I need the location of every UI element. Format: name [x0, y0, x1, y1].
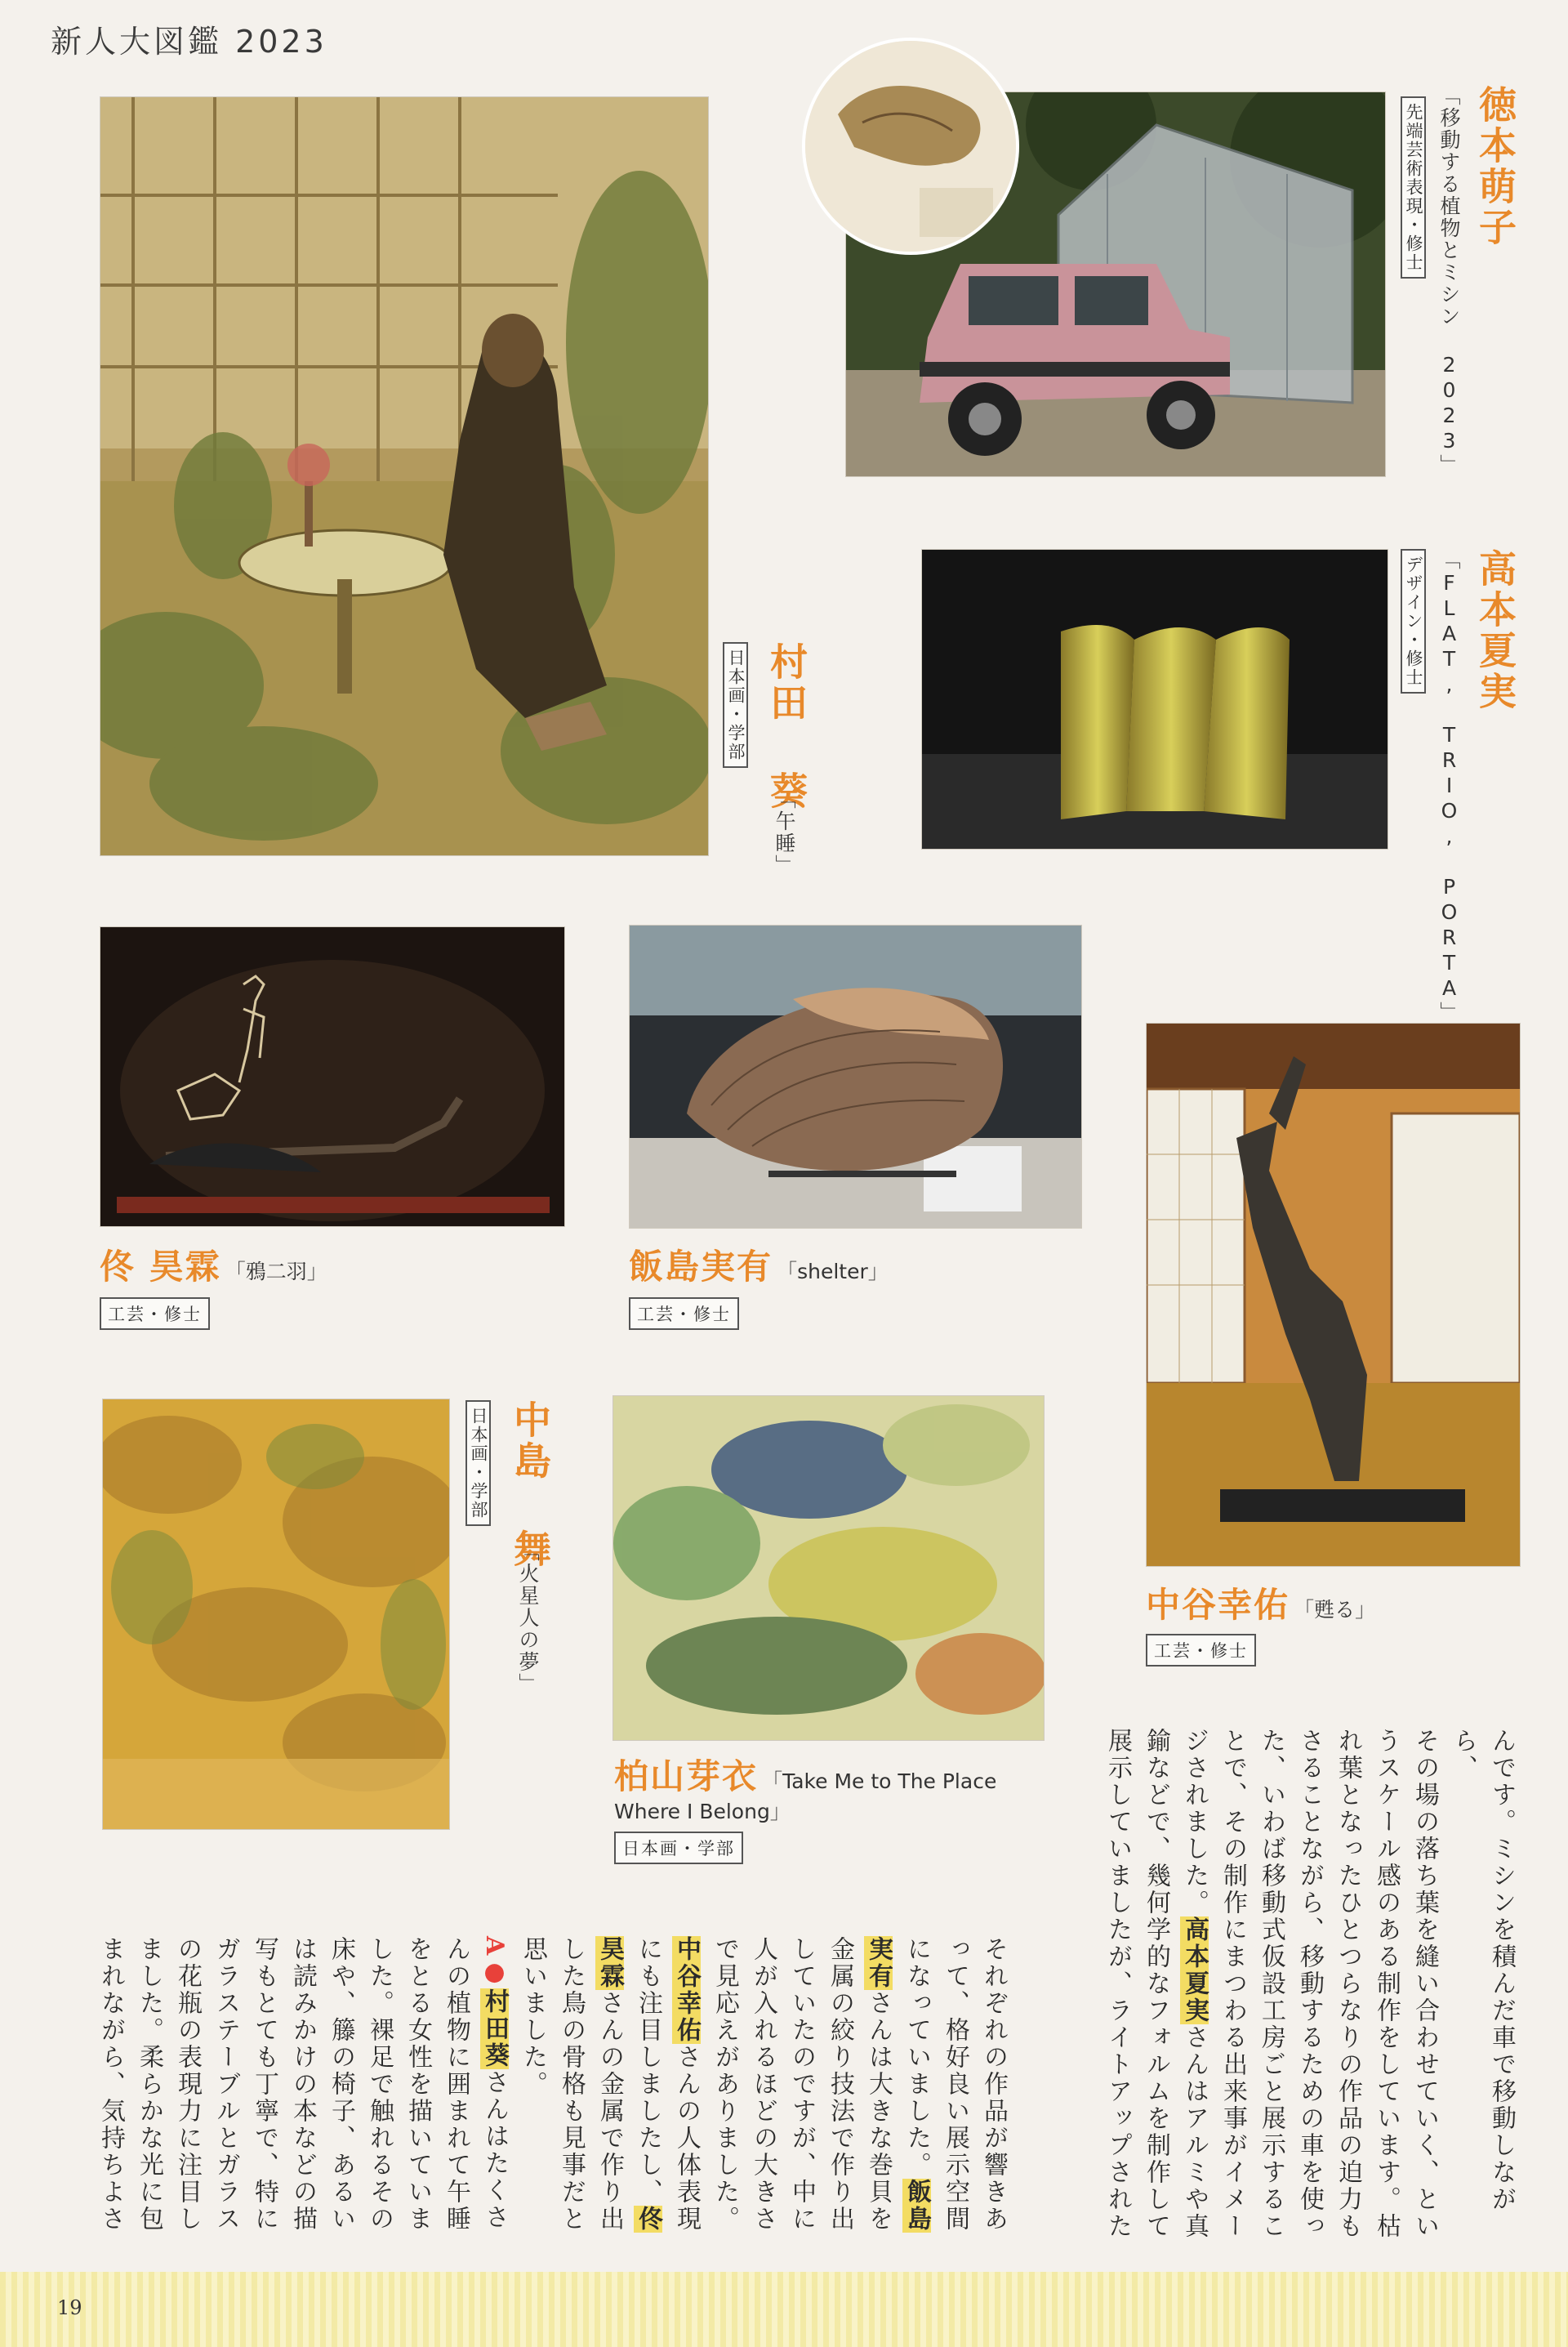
body-lower-col-7: 人が入れるほどの大きさ [749, 1936, 777, 2233]
kashiyama-name: 柏山芽衣 [614, 1756, 759, 1796]
body-upper-col-5: さることながら、移動するための車を使っ [1295, 1728, 1324, 2240]
body-lower-col-17: した。裸足で触れるその [365, 1936, 394, 2233]
body-lower-col-13: 思いました。 [519, 1936, 547, 2098]
highlight-tou-1: 佟 [634, 2206, 662, 2233]
kashiyama-title-line1: 「Take Me to The Place [762, 1769, 997, 1793]
takamoto-sculpture-photo [921, 549, 1388, 850]
body-lower-col-2: って、格好良い展示空間 [941, 1936, 969, 2233]
nakajima-title: 「火星人の夢」 [516, 1541, 540, 1695]
footer-stripe-bar [0, 2272, 1568, 2347]
body-lower-col-5: 金属の絞り技法で作り出 [826, 1936, 854, 2233]
body-lower-col-4: さんは大きな巻貝を [864, 1990, 893, 2233]
body-upper-col-3: うスケール感のある制作をしています。枯 [1372, 1728, 1401, 2240]
body-lower-col-9: さんの人体表現 [672, 2044, 701, 2233]
kashiyama-caption [614, 1750, 996, 1799]
body-upper-col-1: んです。ミシンを積んだ車で移動しながら、 [1449, 1728, 1516, 2213]
kashiyama-tag: 日本画・学部 [614, 1832, 743, 1864]
body-lower-col-12: した鳥の骨格も見事だと [557, 1936, 586, 2233]
nakaya-name: 中谷幸佑 [1146, 1585, 1290, 1625]
tou-caption [100, 1240, 327, 1289]
nakaya-title: 「甦る」 [1294, 1598, 1376, 1622]
body-lower-col-6: していたのですが、中に [787, 1936, 816, 2233]
body-lower-col-21: ガラステーブルとガラス [212, 1936, 240, 2233]
murata-title: 「午睡」 [773, 788, 796, 877]
highlight-iijima-1: 飯島 [902, 2179, 931, 2233]
iijima-tag: 工芸・修士 [629, 1297, 739, 1330]
body-lower-col-22: の花瓶の表現力に注目し [173, 1936, 202, 2233]
tokumoto-leaf-inset-photo [802, 38, 1019, 255]
body-lower-col-16: をとる女性を描いていま [403, 1936, 432, 2233]
body-upper-col-8b: さんはアルミや真 [1180, 2024, 1209, 2240]
body-lower-col-10: にも注目しましたし、 [634, 1936, 662, 2206]
murata-name: 村田 葵 [764, 642, 808, 812]
tokumoto-title: 「移動する植物とミシン 2023」 [1437, 85, 1461, 476]
body-lower-col-8: で見応えがありました。 [710, 1936, 739, 2233]
magazine-header-title: 新人大図鑑 2023 [51, 24, 327, 60]
murata-tag: 日本画・学部 [723, 642, 748, 768]
body-lower-col-19: は読みかけの本などの描 [288, 1936, 317, 2233]
body-text-upper [1098, 1728, 1521, 2251]
body-lower-col-11: さんの金属で作り出 [595, 1990, 624, 2233]
body-lower-col-1: それぞれの作品が響きあ [979, 1936, 1008, 2233]
iijima-title: 「shelter」 [777, 1260, 889, 1283]
iijima-name: 飯島実有 [629, 1247, 773, 1287]
body-upper-col-6: た、いわば移動式仮設工房ごと展示するこ [1257, 1728, 1285, 2240]
body-lower-col-14: さんはたくさ [480, 2069, 509, 2232]
highlight-murata: 村田葵 [480, 1988, 509, 2070]
nakaya-figure-photo [1146, 1023, 1521, 1567]
highlight-tou-2: 昊霖 [595, 1936, 624, 1990]
nakaya-tag: 工芸・修士 [1146, 1634, 1256, 1667]
takamoto-title: 「FLAT, TRIO, PORTA」 [1437, 549, 1461, 1024]
nakajima-tag: 日本画・学部 [466, 1400, 491, 1526]
tou-crows-photo [100, 926, 565, 1227]
body-lower-col-20: 写もとても丁寧で、特に [250, 1936, 278, 2233]
answer-dot: ● [480, 1957, 509, 1989]
nakajima-painting-photo [102, 1399, 450, 1830]
body-lower-col-3: になっていました。 [902, 1936, 931, 2179]
body-upper-col-10: 展示していましたが、ライトアップされた [1103, 1728, 1132, 2240]
nakaya-caption [1146, 1578, 1375, 1627]
body-lower-col-18: 床や、籐の椅子、あるい [327, 1936, 355, 2233]
tou-name: 佟 昊霖 [100, 1247, 221, 1287]
takamoto-tag: デザイン・修士 [1401, 549, 1426, 694]
kashiyama-painting-photo [612, 1395, 1045, 1741]
iijima-caption [629, 1240, 889, 1289]
tokumoto-name: 徳本萌子 [1473, 85, 1517, 248]
nakajima-name: 中島 舞 [508, 1400, 552, 1570]
body-lower-col-15: んの植物に囲まれて午睡 [442, 1936, 470, 2233]
page-number: 19 [57, 2296, 82, 2319]
body-lower-col-24: まれながら、気持ちよさ [96, 1936, 125, 2233]
body-upper-col-2: その場の落ち葉を縫い合わせていく、とい [1410, 1728, 1439, 2240]
body-text-lower [91, 1936, 1013, 2263]
takamoto-name: 高本夏実 [1473, 549, 1517, 712]
body-lower-col-23: ました。柔らかな光に包 [135, 1936, 163, 2233]
tokumoto-tag: 先端芸術表現・修士 [1401, 96, 1426, 279]
murata-painting-photo [100, 96, 709, 856]
highlight-iijima-2: 実有 [864, 1936, 893, 1990]
answer-marker: A [480, 1936, 509, 1958]
highlight-takamoto: 高本夏実 [1180, 1916, 1209, 2024]
highlight-nakaya: 中谷幸佑 [672, 1936, 701, 2044]
body-upper-col-8: ジされました。 [1180, 1728, 1209, 1916]
body-upper-col-7: とで、その制作にまつわる出来事がイメー [1218, 1728, 1247, 2240]
kashiyama-title-line2: Where I Belong」 [614, 1800, 791, 1823]
tou-tag: 工芸・修士 [100, 1297, 210, 1330]
body-upper-col-4: れ葉となったひとつらなりの作品の迫力も [1334, 1728, 1362, 2240]
body-upper-col-9: 鍮などで、幾何学的なフォルムを制作して [1142, 1728, 1170, 2240]
iijima-shell-photo [629, 925, 1082, 1229]
tou-title: 「鴉二羽」 [225, 1260, 327, 1283]
